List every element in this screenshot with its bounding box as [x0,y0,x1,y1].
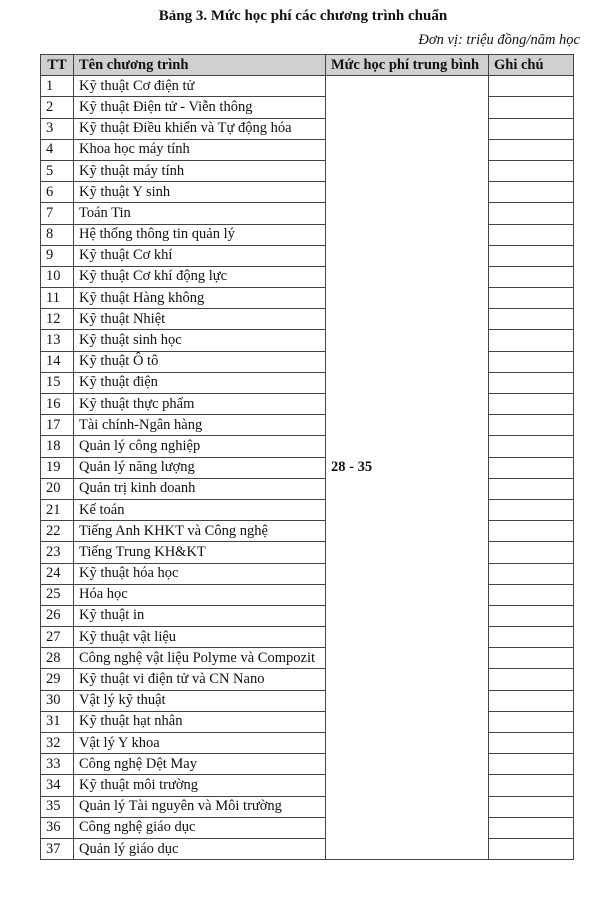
row-number: 14 [41,351,74,372]
note-cell [489,478,574,499]
program-name: Kỹ thuật Điều khiển và Tự động hóa [74,118,326,139]
row-number: 31 [41,711,74,732]
note-cell [489,499,574,520]
program-name: Kỹ thuật Cơ điện tử [74,76,326,97]
table-row [41,139,574,160]
header-average-fee: Mức học phí trung bình [326,55,489,76]
table-row [41,351,574,372]
program-name: Kỹ thuật vi điện tử và CN Nano [74,669,326,690]
note-cell [489,711,574,732]
note-cell [489,563,574,584]
program-name: Kỹ thuật Cơ khí [74,245,326,266]
program-name: Kỹ thuật hóa học [74,563,326,584]
table-row [41,457,574,478]
table-row [41,563,574,584]
program-name: Kỹ thuật Điện tử - Viễn thông [74,97,326,118]
note-cell [489,245,574,266]
note-cell [489,160,574,181]
note-cell [489,584,574,605]
program-name: Tiếng Anh KHKT và Công nghệ [74,521,326,542]
note-cell [489,76,574,97]
program-name: Vật lý Y khoa [74,733,326,754]
row-number: 13 [41,330,74,351]
program-name: Kỹ thuật Y sinh [74,182,326,203]
table-body [41,76,574,860]
note-cell [489,309,574,330]
header-note: Ghi chú [489,55,574,76]
table-row [41,309,574,330]
note-cell [489,224,574,245]
note-cell [489,669,574,690]
table-row [41,436,574,457]
program-name: Kỹ thuật sinh học [74,330,326,351]
row-number: 37 [41,838,74,859]
table-row [41,203,574,224]
row-number: 35 [41,796,74,817]
program-name: Kỹ thuật in [74,605,326,626]
table-row [41,711,574,732]
note-cell [489,330,574,351]
row-number: 36 [41,817,74,838]
table-row [41,521,574,542]
row-number: 18 [41,436,74,457]
unit-note: Đơn vị: triệu đồng/năm học [418,32,580,48]
program-name: Kỹ thuật môi trường [74,775,326,796]
note-cell [489,838,574,859]
note-cell [489,627,574,648]
program-name: Kỹ thuật hạt nhân [74,711,326,732]
table-title: Bảng 3. Mức học phí các chương trình chuẩn [158,8,448,24]
table-row [41,97,574,118]
program-name: Công nghệ Dệt May [74,754,326,775]
program-name: Kỹ thuật vật liệu [74,627,326,648]
table-row [41,648,574,669]
program-name: Kỹ thuật điện [74,372,326,393]
table-row [41,330,574,351]
row-number: 26 [41,605,74,626]
row-number: 8 [41,224,74,245]
table-row [41,754,574,775]
row-number: 9 [41,245,74,266]
row-number: 34 [41,775,74,796]
table-row [41,372,574,393]
table-row [41,690,574,711]
note-cell [489,690,574,711]
row-number: 7 [41,203,74,224]
table-row [41,224,574,245]
table-row [41,160,574,181]
program-name: Công nghệ vật liệu Polyme và Compozit [74,648,326,669]
row-number: 17 [41,415,74,436]
table-row [41,76,574,97]
program-name: Kỹ thuật Cơ khí động lực [74,266,326,287]
table-row [41,394,574,415]
program-name: Toán Tin [74,203,326,224]
note-cell [489,817,574,838]
note-cell [489,182,574,203]
table-row [41,542,574,563]
note-cell [489,457,574,478]
row-number: 16 [41,394,74,415]
program-name: Quản lý Tài nguyên và Môi trường [74,796,326,817]
row-number: 30 [41,690,74,711]
program-name: Quản lý công nghiệp [74,436,326,457]
program-name: Kỹ thuật Hàng không [74,288,326,309]
note-cell [489,775,574,796]
program-name: Quản trị kinh doanh [74,478,326,499]
program-name: Kỹ thuật thực phẩm [74,394,326,415]
header-program-name: Tên chương trình [74,55,326,76]
note-cell [489,754,574,775]
program-name: Tài chính-Ngân hàng [74,415,326,436]
note-cell [489,415,574,436]
program-name: Quản lý năng lượng [74,457,326,478]
program-name: Hệ thống thông tin quản lý [74,224,326,245]
row-number: 15 [41,372,74,393]
row-number: 19 [41,457,74,478]
program-name: Tiếng Trung KH&KT [74,542,326,563]
note-cell [489,139,574,160]
row-number: 23 [41,542,74,563]
program-name: Công nghệ giáo dục [74,817,326,838]
table-row [41,266,574,287]
table-row [41,605,574,626]
row-number: 1 [41,76,74,97]
table-row [41,838,574,859]
program-name: Kế toán [74,499,326,520]
row-number: 27 [41,627,74,648]
note-cell [489,733,574,754]
note-cell [489,97,574,118]
row-number: 3 [41,118,74,139]
table-row [41,669,574,690]
tuition-table [40,54,574,860]
program-name: Kỹ thuật máy tính [74,160,326,181]
note-cell [489,605,574,626]
row-number: 29 [41,669,74,690]
table-row [41,817,574,838]
note-cell [489,796,574,817]
header-tt: TT [41,55,74,76]
row-number: 2 [41,97,74,118]
row-number: 32 [41,733,74,754]
note-cell [489,288,574,309]
row-number: 21 [41,499,74,520]
note-cell [489,436,574,457]
table-header-row [41,55,574,76]
note-cell [489,372,574,393]
table-row [41,245,574,266]
row-number: 5 [41,160,74,181]
table-row [41,627,574,648]
table-row [41,775,574,796]
note-cell [489,542,574,563]
note-cell [489,521,574,542]
table-row [41,182,574,203]
row-number: 28 [41,648,74,669]
table-row [41,288,574,309]
table-row [41,118,574,139]
table-row [41,415,574,436]
table-row [41,733,574,754]
row-number: 20 [41,478,74,499]
program-name: Khoa học máy tính [74,139,326,160]
note-cell [489,266,574,287]
row-number: 4 [41,139,74,160]
row-number: 10 [41,266,74,287]
table-row [41,478,574,499]
row-number: 6 [41,182,74,203]
program-name: Hóa học [74,584,326,605]
table-row [41,584,574,605]
note-cell [489,648,574,669]
program-name: Kỹ thuật Ô tô [74,351,326,372]
note-cell [489,394,574,415]
row-number: 33 [41,754,74,775]
program-name: Kỹ thuật Nhiệt [74,309,326,330]
row-number: 12 [41,309,74,330]
average-fee-value: 28 - 35 [326,76,489,860]
table-row [41,796,574,817]
row-number: 24 [41,563,74,584]
program-name: Quản lý giáo dục [74,838,326,859]
row-number: 11 [41,288,74,309]
table-row [41,499,574,520]
program-name: Vật lý kỹ thuật [74,690,326,711]
note-cell [489,118,574,139]
row-number: 22 [41,521,74,542]
note-cell [489,351,574,372]
row-number: 25 [41,584,74,605]
note-cell [489,203,574,224]
